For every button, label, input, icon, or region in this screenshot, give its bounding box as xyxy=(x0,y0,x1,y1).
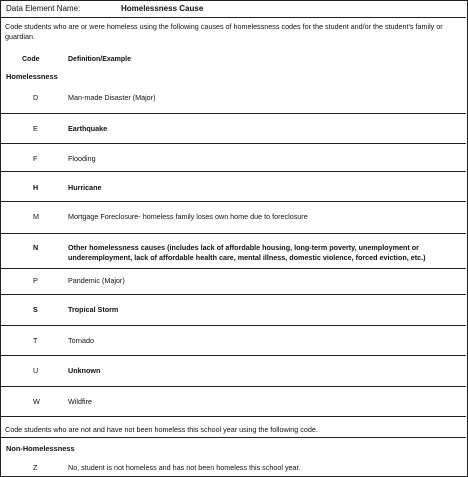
row-definition: Wildfire xyxy=(68,397,92,406)
row-divider xyxy=(0,355,466,356)
column-header-definition: Definition/Example xyxy=(68,56,132,63)
section-non-homelessness: Non-Homelessness xyxy=(6,444,75,453)
row-divider xyxy=(0,386,466,387)
row-code: E xyxy=(33,124,38,133)
row-definition: Earthquake xyxy=(68,124,108,133)
row-divider xyxy=(0,437,466,438)
row-divider xyxy=(0,171,466,172)
row-code: Z xyxy=(33,463,38,472)
row-code: U xyxy=(33,366,39,375)
data-element-label: Data Element Name: xyxy=(6,4,81,13)
row-definition: Unknown xyxy=(68,366,101,375)
row-divider xyxy=(0,294,466,295)
row-definition: Pandemic (Major) xyxy=(68,276,125,285)
row-code: D xyxy=(33,93,39,102)
section-homelessness: Homelessness xyxy=(6,72,58,81)
row-definition: Man-made Disaster (Major) xyxy=(68,93,156,102)
row-divider xyxy=(0,325,466,326)
row-definition: No, student is not homeless and has not been homeless this school year. xyxy=(68,463,301,472)
column-header-code: Code xyxy=(22,56,40,63)
row-code: H xyxy=(33,183,39,192)
row-divider xyxy=(0,143,466,144)
row-code: W xyxy=(33,397,40,406)
row-code: T xyxy=(33,336,38,345)
row-code: S xyxy=(33,305,38,314)
row-code: P xyxy=(33,276,38,285)
row-definition: Hurricane xyxy=(68,183,102,192)
row-code: M xyxy=(33,212,39,221)
row-divider xyxy=(0,201,466,202)
row-code: N xyxy=(33,243,39,252)
row-definition: Other homelessness causes (includes lack of affordable housing, long-term poverty, unemployment or underemployment, lack of affordable health care, mental illness, domestic violence, forced eviction, etc.) xyxy=(68,243,426,262)
row-definition: Tornado xyxy=(68,336,94,345)
row-divider xyxy=(0,416,466,417)
row-code: F xyxy=(33,154,38,163)
non-homeless-intro-text: Code students who are not and have not been homeless this school year using the following code. xyxy=(5,425,318,434)
row-definition: Flooding xyxy=(68,154,96,163)
row-divider xyxy=(0,233,466,234)
row-definition: Mortgage Foreclosure- homeless family loses own home due to foreclosure xyxy=(68,212,308,221)
intro-text: Code students who are or were homeless using the following causes of homelessness codes for the student and/or the student's family or guardian. xyxy=(5,22,443,41)
row-divider xyxy=(0,268,466,269)
data-element-value: Homelessness Cause xyxy=(121,4,204,13)
row-definition: Tropical Storm xyxy=(68,305,119,314)
header-bar xyxy=(0,0,466,18)
row-divider xyxy=(0,113,466,114)
